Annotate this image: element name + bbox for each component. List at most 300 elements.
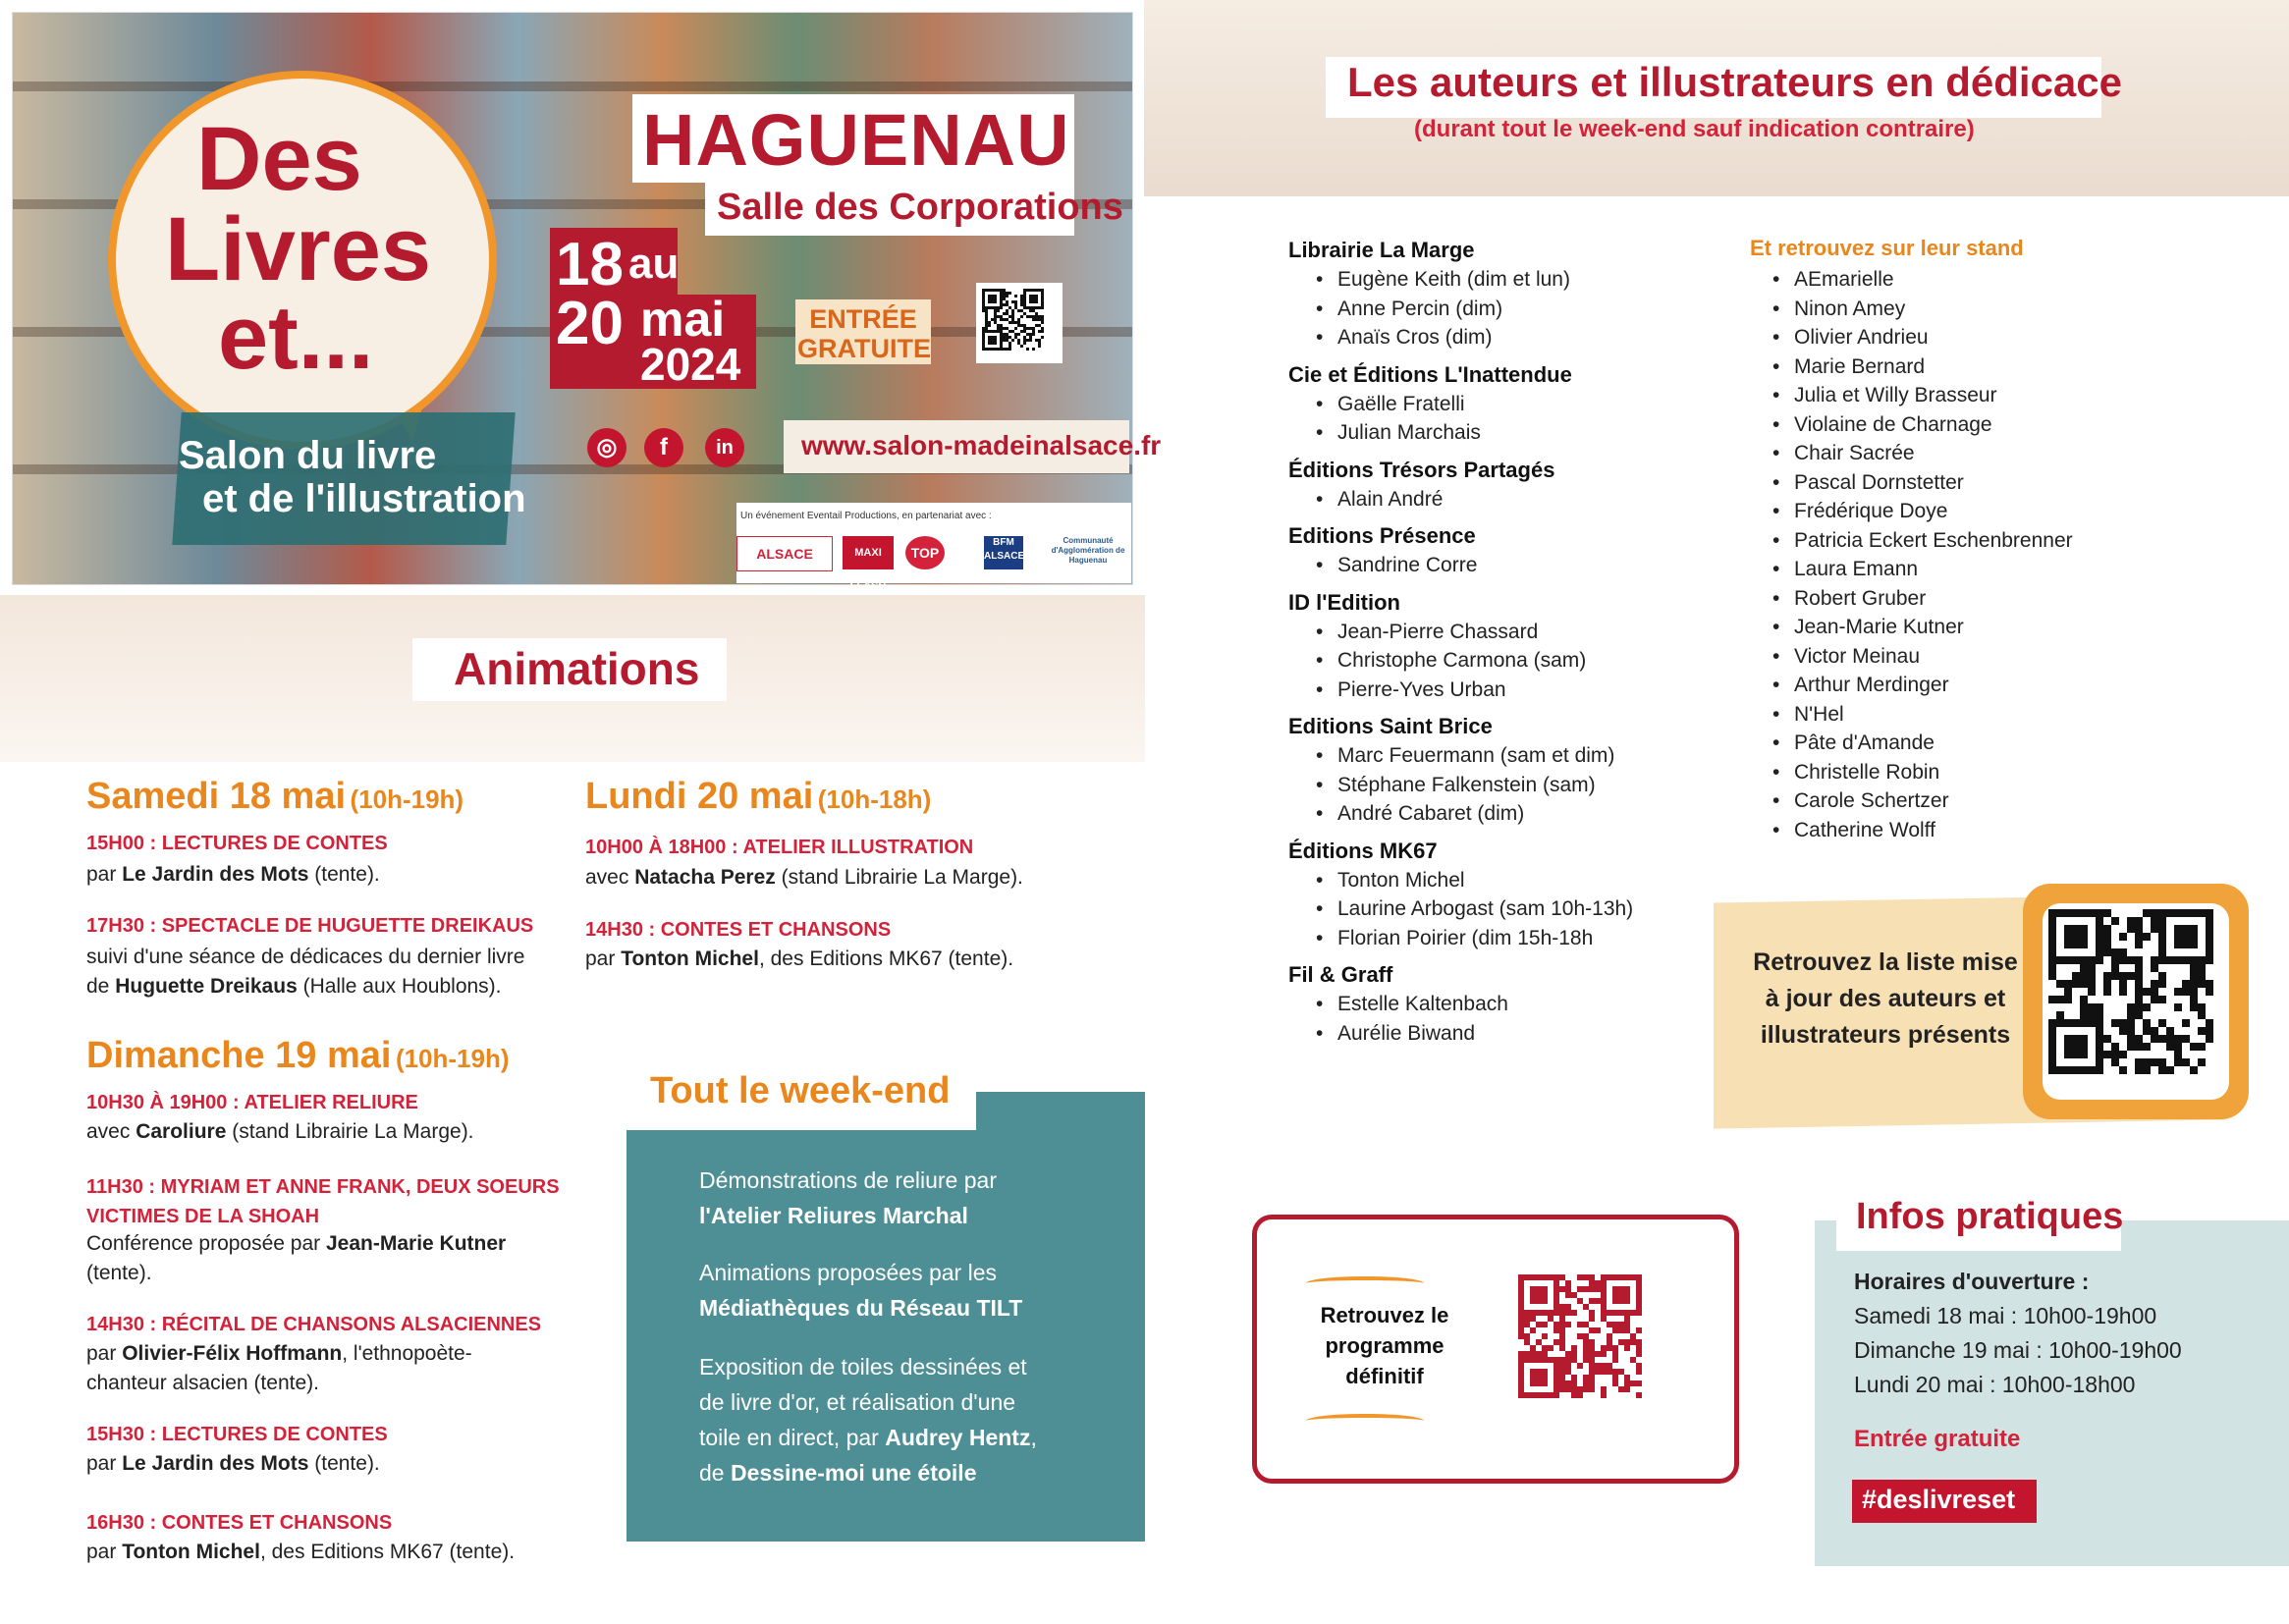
qr-module <box>1038 345 1041 348</box>
sunday-heading <box>86 1035 510 1077</box>
qr-module <box>2127 972 2135 980</box>
qr-module <box>2111 964 2119 972</box>
qr-module <box>1571 1310 1577 1316</box>
text-line: programme <box>1325 1333 1444 1358</box>
bullet-icon: • <box>1772 731 1780 754</box>
author-name: Julian Marchais <box>1337 421 1481 444</box>
qr-module <box>2080 956 2088 964</box>
qr-module <box>2182 1019 2190 1027</box>
text: suivi d'une séance de dédicaces du dernier livre <box>86 946 525 968</box>
saturday-hours: (10h-19h) <box>350 785 464 814</box>
text: , <box>1030 1425 1037 1450</box>
qr-module <box>2064 941 2072 948</box>
text: Exposition de toiles dessinées et <box>699 1354 1027 1380</box>
qr-module <box>1636 1310 1642 1316</box>
qr-module <box>2182 988 2190 996</box>
qr-module <box>2206 917 2213 925</box>
qr-module <box>2080 964 2088 972</box>
qr-module <box>988 324 991 327</box>
instagram-icon[interactable]: ◎ <box>587 428 627 467</box>
qr-module <box>2096 1011 2103 1019</box>
author-name: Stéphane Falkenstein (sam) <box>1337 773 1596 796</box>
sun-event-3-title: 14H30 : RÉCITAL DE CHANSONS ALSACIENNES <box>86 1314 542 1335</box>
bullet-icon: • <box>1772 818 1780 841</box>
qr-module <box>2166 1043 2174 1051</box>
banner-qr-code[interactable] <box>976 283 1063 363</box>
author-item <box>1288 866 1720 895</box>
qr-module <box>2096 933 2103 941</box>
weekend-item-2 <box>699 1255 1022 1326</box>
qr-module <box>1530 1327 1536 1333</box>
qr-module <box>1017 333 1020 336</box>
organizer-name: Dessine-moi une étoile <box>730 1460 977 1486</box>
qr-module <box>2088 964 2096 972</box>
author-item <box>1288 390 1720 419</box>
qr-module <box>2182 933 2190 941</box>
qr-module <box>1624 1298 1630 1304</box>
qr-module <box>2127 1011 2135 1019</box>
qr-module <box>2198 1058 2206 1066</box>
qr-module <box>2158 1035 2166 1043</box>
qr-module <box>2048 1027 2056 1035</box>
sat-event-1-body <box>86 860 380 890</box>
qr-module <box>2088 1066 2096 1074</box>
free-entry-line-1: ENTRÉE <box>809 304 917 334</box>
bullet-icon: • <box>1772 789 1780 812</box>
qr-module <box>2151 909 2158 917</box>
qr-module <box>2080 1011 2088 1019</box>
qr-module <box>2048 1051 2056 1058</box>
qr-module <box>2056 996 2064 1003</box>
bullet-icon: • <box>1316 620 1324 643</box>
stand-author-item <box>1772 700 2224 730</box>
author-name: Marc Feuermann (sam et dim) <box>1337 744 1615 767</box>
qr-module <box>1553 1392 1559 1398</box>
partner-logo-alsace: ALSACE <box>736 536 833 571</box>
author-name: Sandrine Corre <box>1337 554 1478 576</box>
author-name: Laurine Arbogast (sam 10h-13h) <box>1337 897 1634 920</box>
qr-module <box>1000 306 1003 309</box>
bullet-icon: • <box>1316 993 1324 1015</box>
weekend-title: Tout le week-end <box>650 1070 951 1111</box>
qr-module <box>2151 996 2158 1003</box>
authors-title: Les auteurs et illustrateurs en dédicace <box>1347 59 2122 105</box>
qr-module <box>2151 1058 2158 1066</box>
authors-update-text <box>1738 945 2033 1054</box>
qr-module <box>2096 1058 2103 1066</box>
text-line: définitif <box>1345 1364 1424 1388</box>
author-name: Carole Schertzer <box>1794 789 1949 812</box>
qr-module <box>1636 1351 1642 1357</box>
qr-module <box>2174 933 2182 941</box>
author-item <box>1288 418 1720 448</box>
qr-module <box>2048 1043 2056 1051</box>
bullet-icon: • <box>1772 616 1780 638</box>
qr-module <box>2103 1035 2111 1043</box>
qr-module <box>1542 1380 1548 1386</box>
qr-module <box>2143 1003 2151 1011</box>
bullet-icon: • <box>1316 677 1324 701</box>
author-item <box>1288 646 1720 676</box>
bullet-icon: • <box>1316 926 1324 949</box>
publisher-name: Librairie La Marge <box>1288 238 1475 262</box>
opening-hours-title: Horaires d'ouverture : <box>1854 1269 2090 1294</box>
qr-module <box>2158 941 2166 948</box>
text: (Halle aux Houblons). <box>297 975 502 998</box>
sunday-hours: (10h-19h) <box>395 1044 510 1073</box>
author-name: Pâte d'Amande <box>1794 731 1935 754</box>
qr-module <box>2206 980 2213 988</box>
qr-module <box>2190 972 2198 980</box>
author-name: Gaëlle Fratelli <box>1337 392 1465 415</box>
stand-author-item <box>1772 323 2224 352</box>
qr-module <box>2048 948 2056 956</box>
sat-event-2-body <box>86 943 524 1001</box>
qr-module <box>2064 925 2072 933</box>
qr-module <box>2135 972 2143 980</box>
bullet-icon: • <box>1772 644 1780 668</box>
wave-divider-top <box>1306 1276 1424 1290</box>
qr-module <box>2135 988 2143 996</box>
qr-module <box>1601 1351 1607 1357</box>
free-entry-label <box>797 304 929 363</box>
qr-module <box>2088 909 2096 917</box>
qr-module <box>1542 1333 1548 1339</box>
title-line: 11H30 : MYRIAM ET ANNE FRANK, DEUX SOEURS <box>86 1176 560 1198</box>
author-item <box>1288 924 1720 953</box>
qr-module <box>2064 909 2072 917</box>
qr-module <box>2127 1027 2135 1035</box>
qr-module <box>2143 1027 2151 1035</box>
author-name: Jean-Marie Kutner <box>1794 616 1964 638</box>
performer-name: Le Jardin des Mots <box>122 1452 309 1475</box>
qr-module <box>2198 1003 2206 1011</box>
qr-module <box>2143 1019 2151 1027</box>
qr-module <box>2064 933 2072 941</box>
publisher-name: Editions Présence <box>1288 523 1476 548</box>
author-name: Chair Sacrée <box>1794 442 1915 464</box>
qr-module <box>2064 1019 2072 1027</box>
title-line: VICTIMES DE LA SHOAH <box>86 1206 320 1227</box>
qr-module <box>2174 956 2182 964</box>
bullet-icon: • <box>1316 392 1324 415</box>
qr-module <box>2111 1043 2119 1051</box>
author-name: Florian Poirier (dim 15h-18h <box>1337 926 1594 949</box>
qr-module <box>2206 925 2213 933</box>
qr-module <box>2103 941 2111 948</box>
qr-module <box>2119 956 2127 964</box>
qr-module <box>2096 917 2103 925</box>
qr-module <box>1624 1386 1630 1392</box>
qr-module <box>2135 933 2143 941</box>
stand-author-item <box>1772 352 2224 382</box>
qr-module <box>2174 941 2182 948</box>
bullet-icon: • <box>1772 354 1780 378</box>
authors-qr-code[interactable] <box>2043 903 2229 1100</box>
qr-module <box>2080 996 2088 1003</box>
stand-authors-list <box>1772 265 2224 844</box>
date-from: 18 <box>556 231 624 298</box>
qr-module <box>2158 972 2166 980</box>
stand-author-item <box>1772 497 2224 526</box>
text: de <box>699 1460 731 1486</box>
author-name: Ninon Amey <box>1794 297 1906 320</box>
qr-module <box>2103 1051 2111 1058</box>
text-line: Retrouvez la liste mise <box>1753 948 2018 976</box>
qr-module <box>2206 1035 2213 1043</box>
qr-module <box>2190 956 2198 964</box>
qr-module <box>2206 956 2213 964</box>
qr-module <box>2190 925 2198 933</box>
text: , des Editions MK67 (tente). <box>758 947 1014 970</box>
qr-module <box>2190 1003 2198 1011</box>
qr-module <box>1035 300 1038 303</box>
qr-module <box>2111 948 2119 956</box>
qr-module <box>2056 909 2064 917</box>
qr-module <box>2158 917 2166 925</box>
qr-module <box>2111 972 2119 980</box>
bullet-icon: • <box>1772 470 1780 494</box>
text: Conférence proposée par <box>86 1232 326 1255</box>
author-name: Tonton Michel <box>1337 868 1465 892</box>
qr-module <box>2135 1066 2143 1074</box>
qr-module <box>2088 988 2096 996</box>
qr-module <box>2158 996 2166 1003</box>
speaker-name: Jean-Marie Kutner <box>326 1232 507 1255</box>
qr-module <box>2088 956 2096 964</box>
stand-author-item <box>1772 555 2224 584</box>
qr-module <box>2072 1035 2080 1043</box>
infos-title: Infos pratiques <box>1856 1196 2124 1237</box>
qr-module <box>2206 933 2213 941</box>
qr-module <box>2206 1027 2213 1035</box>
qr-module <box>2056 980 2064 988</box>
qr-module <box>1565 1322 1571 1327</box>
qr-module <box>2080 925 2088 933</box>
stand-author-item <box>1772 786 2224 816</box>
saturday-heading <box>86 776 463 818</box>
qr-module <box>2072 1051 2080 1058</box>
qr-module <box>1542 1298 1548 1304</box>
organizer-name: Médiathèques du Réseau TILT <box>699 1295 1023 1321</box>
qr-module <box>2135 1058 2143 1066</box>
author-name: N'Hel <box>1794 702 1844 726</box>
author-name: Frédérique Doye <box>1794 500 1948 522</box>
qr-module <box>2190 909 2198 917</box>
qr-module <box>1542 1322 1548 1327</box>
qr-module <box>2127 1003 2135 1011</box>
stand-author-item <box>1772 642 2224 672</box>
author-item <box>1288 485 1720 514</box>
author-name: Arthur Merdinger <box>1794 674 1949 696</box>
qr-module <box>2198 909 2206 917</box>
partners-strip <box>736 503 1131 592</box>
stand-author-item <box>1772 410 2224 440</box>
qr-module <box>2096 909 2103 917</box>
qr-module <box>2127 917 2135 925</box>
bullet-icon: • <box>1316 897 1324 920</box>
qr-module <box>2119 1066 2127 1074</box>
qr-module <box>2088 1011 2096 1019</box>
qr-module <box>2135 964 2143 972</box>
website-link[interactable]: www.salon-madeinalsace.fr <box>801 430 1162 460</box>
qr-module <box>2166 909 2174 917</box>
publisher-name: ID l'Edition <box>1288 589 1400 615</box>
qr-module <box>2174 1043 2182 1051</box>
performer-name: Caroliure <box>136 1120 227 1143</box>
organizer-name: l'Atelier Reliures Marchal <box>699 1203 968 1228</box>
author-name: Alain André <box>1337 487 1444 511</box>
author-name: Laura Emann <box>1794 558 1919 580</box>
qr-module <box>2119 980 2127 988</box>
qr-module <box>2158 1019 2166 1027</box>
qr-module <box>2198 972 2206 980</box>
qr-module <box>2088 1019 2096 1027</box>
author-item <box>1288 676 1720 705</box>
qr-module <box>2096 941 2103 948</box>
bullet-icon: • <box>1772 586 1780 610</box>
authors-subtitle: (durant tout le week-end sauf indication contraire) <box>1414 116 1975 142</box>
qr-module <box>2135 956 2143 964</box>
bullet-icon: • <box>1772 674 1780 696</box>
qr-module <box>1020 315 1023 318</box>
qr-module <box>2166 1066 2174 1074</box>
qr-module <box>2072 925 2080 933</box>
facebook-icon[interactable]: f <box>644 428 683 467</box>
sat-event-1-title: 15H00 : LECTURES DE CONTES <box>86 833 388 854</box>
qr-module <box>2182 1058 2190 1066</box>
qr-module <box>2135 1003 2143 1011</box>
mon-event-2-body <box>585 945 1013 974</box>
text-line: à jour des auteurs et <box>1765 985 2006 1012</box>
text: (tente). <box>86 1262 152 1284</box>
programme-qr-code[interactable] <box>1512 1269 1663 1426</box>
mon-event-2-title: 14H30 : CONTES ET CHANSONS <box>585 919 892 941</box>
author-item <box>1288 771 1720 800</box>
monday-heading <box>585 776 931 818</box>
qr-module <box>1041 336 1044 339</box>
bullet-icon: • <box>1316 554 1324 576</box>
qr-module <box>2190 941 2198 948</box>
text: (stand Librairie La Marge). <box>775 866 1023 889</box>
qr-module <box>2127 1019 2135 1027</box>
qr-module <box>2151 917 2158 925</box>
qr-module <box>2143 909 2151 917</box>
qr-module <box>1601 1392 1607 1398</box>
qr-module <box>2056 1011 2064 1019</box>
text: par <box>86 1342 123 1365</box>
bullet-icon: • <box>1772 412 1780 436</box>
text-line: illustrateurs présents <box>1760 1021 2011 1049</box>
qr-module <box>2190 1066 2198 1074</box>
qr-module <box>2064 1051 2072 1058</box>
qr-module <box>2151 1027 2158 1035</box>
qr-module <box>2096 1035 2103 1043</box>
qr-module <box>2182 980 2190 988</box>
qr-module <box>2103 909 2111 917</box>
author-name: Violaine de Charnage <box>1794 412 1992 436</box>
author-item <box>1288 741 1720 771</box>
text: (tente). <box>308 1452 380 1475</box>
bullet-icon: • <box>1316 649 1324 672</box>
text: , des Editions MK67 (tente). <box>259 1541 516 1563</box>
stand-author-item <box>1772 729 2224 758</box>
qr-module <box>1589 1316 1595 1322</box>
author-name: Pascal Dornstetter <box>1794 470 1964 494</box>
qr-module <box>2166 956 2174 964</box>
qr-module <box>1014 327 1017 330</box>
qr-module <box>2190 980 2198 988</box>
qr-module <box>2135 1043 2143 1051</box>
performer-name: Natacha Perez <box>634 866 776 889</box>
bullet-icon: • <box>1316 487 1324 511</box>
author-item <box>1288 990 1720 1019</box>
qr-module <box>2143 1058 2151 1066</box>
sun-event-4-body <box>86 1449 380 1479</box>
qr-module <box>1636 1380 1642 1386</box>
qr-module <box>2103 988 2111 996</box>
hours-monday: Lundi 20 mai : 10h00-18h00 <box>1854 1372 2136 1397</box>
qr-module <box>2119 988 2127 996</box>
performer-name: Olivier-Félix Hoffmann <box>122 1342 343 1365</box>
qr-module <box>2103 972 2111 980</box>
linkedin-icon[interactable]: in <box>705 428 744 467</box>
qr-module <box>2048 1035 2056 1043</box>
qr-module <box>2174 988 2182 996</box>
qr-module <box>2048 1019 2056 1027</box>
bubble-line-1: Des <box>196 109 362 209</box>
weekend-item-3 <box>699 1349 1037 1490</box>
author-name: Victor Meinau <box>1794 644 1921 668</box>
author-item <box>1288 323 1720 352</box>
date-month: mai <box>640 292 726 347</box>
bullet-icon: • <box>1316 773 1324 796</box>
qr-module <box>2080 980 2088 988</box>
sun-event-3-body <box>86 1339 472 1398</box>
qr-module <box>2158 948 2166 956</box>
qr-module <box>2111 956 2119 964</box>
qr-module <box>2119 1051 2127 1058</box>
qr-module <box>2119 948 2127 956</box>
author-item <box>1288 295 1720 324</box>
qr-module <box>2064 996 2072 1003</box>
stand-author-item <box>1772 758 2224 787</box>
sun-event-2-title <box>86 1172 560 1231</box>
free-entry-line-2: GRATUITE <box>797 334 931 363</box>
bullet-icon: • <box>1772 528 1780 552</box>
salon-line-2: et de l'illustration <box>202 477 526 520</box>
sun-event-4-title: 15H30 : LECTURES DE CONTES <box>86 1424 388 1445</box>
qr-module <box>1595 1327 1601 1333</box>
bullet-icon: • <box>1772 558 1780 580</box>
hashtag[interactable]: #deslivreset <box>1862 1485 2016 1514</box>
bullet-icon: • <box>1772 702 1780 726</box>
qr-module <box>2072 972 2080 980</box>
qr-module <box>2048 925 2056 933</box>
text: Animations proposées par les <box>699 1260 997 1285</box>
qr-module <box>2151 925 2158 933</box>
performer-name: Le Jardin des Mots <box>122 863 309 886</box>
qr-module <box>2048 909 2056 917</box>
qr-module <box>2151 956 2158 964</box>
qr-module <box>2151 988 2158 996</box>
sun-event-2-body <box>86 1229 506 1288</box>
qr-module <box>2198 956 2206 964</box>
wave-divider-bottom <box>1306 1414 1424 1428</box>
qr-module <box>1636 1369 1642 1375</box>
qr-module <box>1008 292 1011 295</box>
qr-module <box>2096 925 2103 933</box>
